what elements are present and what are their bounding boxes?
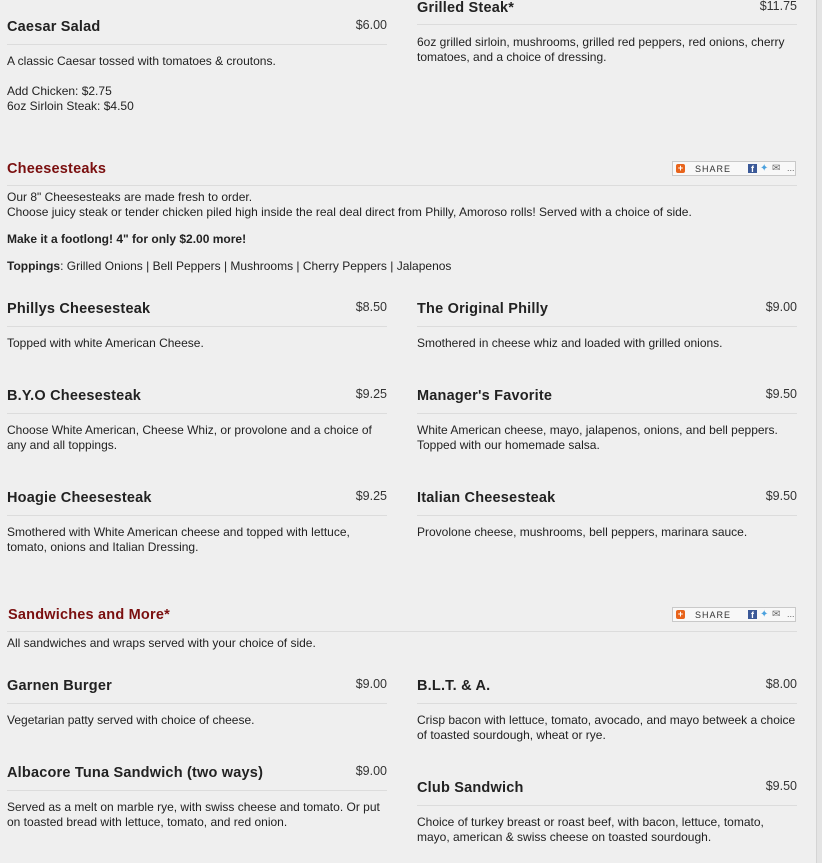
facebook-icon[interactable]: f [748,610,757,619]
toppings-line [7,259,451,274]
menu-item [7,301,387,361]
item-description: Provolone cheese, mushrooms, bell peppers, marinara sauce. [417,525,748,539]
item-addon: 6oz Sirloin Steak: $4.50 [7,99,134,113]
item-description: Smothered with White American cheese and topped with lettuce, tomato, onions and Italian Dressing. [7,525,350,554]
menu-item [417,490,797,560]
item-price: $9.00 [355,677,387,691]
item-price: $11.75 [759,0,797,13]
email-icon[interactable]: ✉ [772,163,781,174]
item-addon: Add Chicken: $2.75 [7,84,112,98]
item-price: $8.00 [765,677,797,691]
item-price: $8.50 [355,300,387,314]
item-divider [7,703,387,704]
item-divider [417,413,797,414]
add-icon: + [677,609,684,619]
share-label: SHARE [695,610,732,620]
item-description: Topped with white American Cheese. [7,336,204,350]
menu-item [417,301,797,361]
menu-item [7,388,387,458]
item-divider [7,326,387,327]
twitter-icon[interactable]: ✦ [760,609,769,620]
section-divider [7,631,797,632]
item-divider [7,790,387,791]
item-divider [417,805,797,806]
intro-line: Choose juicy steak or tender chicken piled high inside the real deal direct from Philly, Amoroso rolls! Served with a choice of side. [7,205,692,219]
item-name: Hoagie Cheesesteak [7,490,152,506]
section-intro: All sandwiches and wraps served with your choice of side. [7,636,316,650]
share-button[interactable] [672,161,796,176]
item-description: Choice of turkey breast or roast beef, with bacon, lettuce, tomato, mayo, american & swiss cheese on toasted sourdough. [417,815,764,844]
toppings-list: : Grilled Onions | Bell Peppers | Mushrooms | Cherry Peppers | Jalapenos [60,259,452,273]
item-description: A classic Caesar tossed with tomatoes & croutons. [7,54,276,68]
section-title-sandwiches: Sandwiches and More* [8,607,170,623]
section-intro [7,190,807,220]
item-price: $9.25 [355,387,387,401]
item-divider [417,703,797,704]
item-price: $9.00 [355,764,387,778]
scrollbar[interactable] [816,0,822,863]
item-divider [417,24,797,25]
item-divider [7,413,387,414]
item-description: 6oz grilled sirloin, mushrooms, grilled red peppers, red onions, cherry tomatoes, and a choice of dressing. [417,35,785,64]
item-name: The Original Philly [417,301,549,317]
item-price: $9.50 [765,489,797,503]
item-name: Phillys Cheesesteak [7,301,151,317]
item-name: Albacore Tuna Sandwich (two ways) [7,765,264,781]
item-name: Caesar Salad [7,19,101,35]
more-icon[interactable]: ... [787,163,795,173]
share-button[interactable] [672,607,796,622]
item-divider [417,515,797,516]
item-name: Garnen Burger [7,678,112,694]
item-price: $9.50 [765,387,797,401]
menu-item-caesar-salad [7,19,387,119]
twitter-icon[interactable]: ✦ [760,163,769,174]
facebook-icon[interactable]: f [748,164,757,173]
email-icon[interactable]: ✉ [772,609,781,620]
footlong-note: Make it a footlong! 4" for only $2.00 more! [7,232,247,246]
toppings-label: Toppings [7,259,61,273]
item-description: Choose White American, Cheese Whiz, or provolone and a choice of any and all toppings. [7,423,372,452]
add-icon: + [677,163,684,173]
item-name: Italian Cheesesteak [417,490,556,506]
item-description-block [7,54,387,114]
menu-item [417,388,797,458]
menu-item [7,678,387,738]
menu-item [7,765,387,835]
item-divider [7,515,387,516]
menu-item-grilled-steak [417,0,797,70]
section-title-cheesesteaks: Cheesesteaks [7,161,107,177]
item-name: Club Sandwich [417,780,524,796]
item-divider [7,44,387,45]
item-divider [417,326,797,327]
menu-item [417,678,797,748]
item-price: $9.50 [765,779,797,793]
menu-item [417,780,797,850]
item-price: $9.25 [355,489,387,503]
item-price: $9.00 [765,300,797,314]
more-icon[interactable]: ... [787,609,795,619]
item-description: Served as a melt on marble rye, with swiss cheese and tomato. Or put on toasted bread with lettuce, tomato, and red onion. [7,800,380,829]
item-price: $6.00 [355,18,387,32]
item-name: B.L.T. & A. [417,678,491,694]
item-description: White American cheese, mayo, jalapenos, onions, and bell peppers. Topped with our homemade salsa. [417,423,778,452]
item-description: Crisp bacon with lettuce, tomato, avocado, and mayo betweek a choice of toasted sourdough, wheat or rye. [417,713,796,742]
item-name: Grilled Steak* [417,0,515,16]
share-label: SHARE [695,164,732,174]
item-name: B.Y.O Cheesesteak [7,388,141,404]
item-description: Smothered in cheese whiz and loaded with grilled onions. [417,336,723,350]
section-divider [7,185,797,186]
intro-line: Our 8" Cheesesteaks are made fresh to order. [7,190,253,204]
menu-item [7,490,387,560]
item-name: Manager's Favorite [417,388,553,404]
item-description: Vegetarian patty served with choice of cheese. [7,713,255,727]
